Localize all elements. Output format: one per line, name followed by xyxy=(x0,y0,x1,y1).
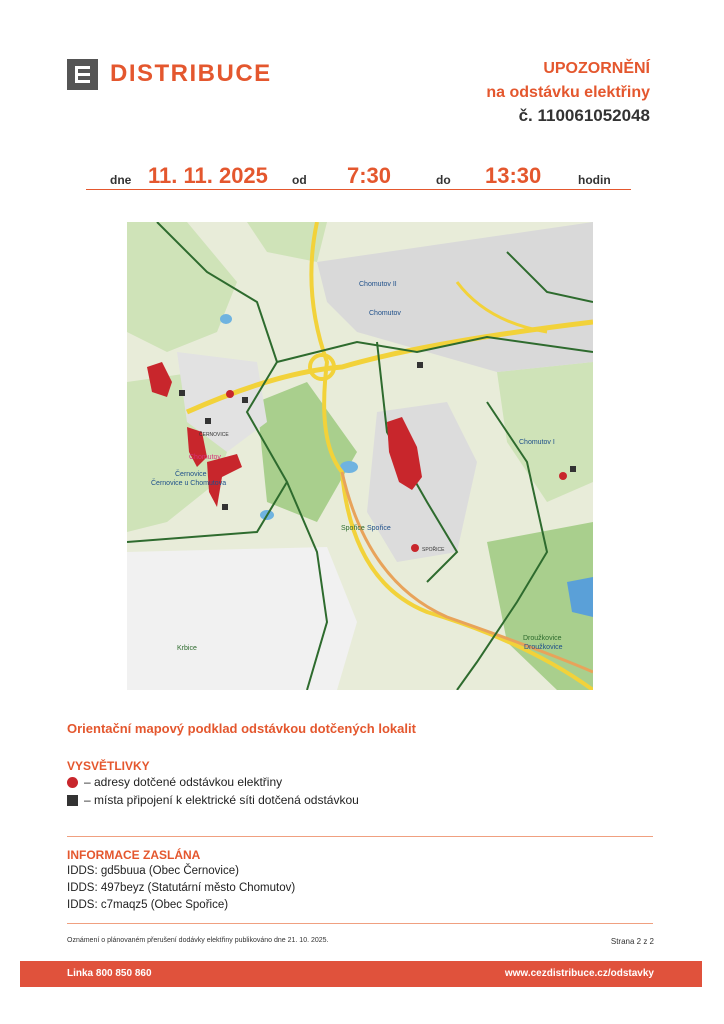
info-title: INFORMACE ZASLÁNA xyxy=(67,848,201,862)
hours-label: hodin xyxy=(578,173,611,187)
legend-connections-text: – místa připojení k elektrické síti dotčená odstávkou xyxy=(84,793,359,807)
legend-addresses-text: – adresy dotčené odstávkou elektřiny xyxy=(84,775,283,789)
to-time: 13:30 xyxy=(485,163,542,188)
label-cernovice-u-chomutova: Černovice u Chomutova xyxy=(151,480,227,487)
connection-point xyxy=(242,397,248,403)
red-dot-icon xyxy=(67,777,78,788)
day-label: dne xyxy=(110,173,132,187)
publication-note: Oznámení o plánovaném přerušení dodávky elektřiny publikováno dne 21. 10. 2025. xyxy=(67,937,329,944)
from-time: 7:30 xyxy=(347,163,392,188)
connection-point xyxy=(417,362,423,368)
info-line: IDDS: gd5buua (Obec Černovice) xyxy=(67,865,239,877)
label-chomutov: Chomutov xyxy=(369,310,401,317)
brand-name: DISTRIBUCE xyxy=(110,60,272,87)
hotline: Linka 800 850 860 xyxy=(67,968,152,979)
label-cernovice-road: ČERNOVICE xyxy=(199,432,229,438)
legend-connections xyxy=(67,793,359,807)
label-chomutov-ii: Chomutov II xyxy=(359,281,397,288)
map-canvas xyxy=(127,222,593,690)
affected-address xyxy=(411,544,419,552)
to-label: do xyxy=(436,173,451,187)
notice-title: UPOZORNĚNÍ xyxy=(543,60,650,77)
connection-point xyxy=(179,390,185,396)
label-sporice-road: SPOŘICE xyxy=(422,547,445,553)
page-number: Strana 2 z 2 xyxy=(610,937,654,946)
label-drouzkovice-2: Droužkovice xyxy=(524,644,563,651)
label-sporice-green: Spořice xyxy=(341,525,365,532)
legend-title: VYSVĚTLIVKY xyxy=(67,759,150,773)
section-divider xyxy=(67,923,653,924)
affected-address xyxy=(226,390,234,398)
label-drouzkovice: Droužkovice xyxy=(523,635,562,642)
connection-point xyxy=(205,418,211,424)
info-line: IDDS: c7maqz5 (Obec Spořice) xyxy=(67,899,229,911)
label-krbice: Krbice xyxy=(177,645,197,652)
website-link[interactable]: www.cezdistribuce.cz/odstavky xyxy=(504,968,654,979)
section-divider xyxy=(67,836,653,837)
notice-subtitle: na odstávku elektřiny xyxy=(486,84,650,101)
label-chomutov-pink: Chomutov xyxy=(189,454,221,461)
connection-point xyxy=(570,466,576,472)
from-label: od xyxy=(292,173,307,187)
outage-map xyxy=(127,222,593,690)
info-line: IDDS: 497beyz (Statutární město Chomutov) xyxy=(67,882,296,894)
black-square-icon xyxy=(67,795,78,806)
map-caption: Orientační mapový podklad odstávkou dotčených lokalit xyxy=(67,721,416,736)
notice-number: č. 110061052048 xyxy=(518,106,650,125)
legend-addresses xyxy=(67,775,282,789)
label-cernovice: Černovice xyxy=(175,471,207,478)
date-divider xyxy=(86,189,631,190)
cez-logo xyxy=(67,59,98,90)
label-chomutov-i: Chomutov I xyxy=(519,439,555,446)
label-sporice-blue: Spořice xyxy=(367,525,391,532)
outage-date: 11. 11. 2025 xyxy=(148,163,268,188)
connection-point xyxy=(222,504,228,510)
affected-address xyxy=(559,472,567,480)
